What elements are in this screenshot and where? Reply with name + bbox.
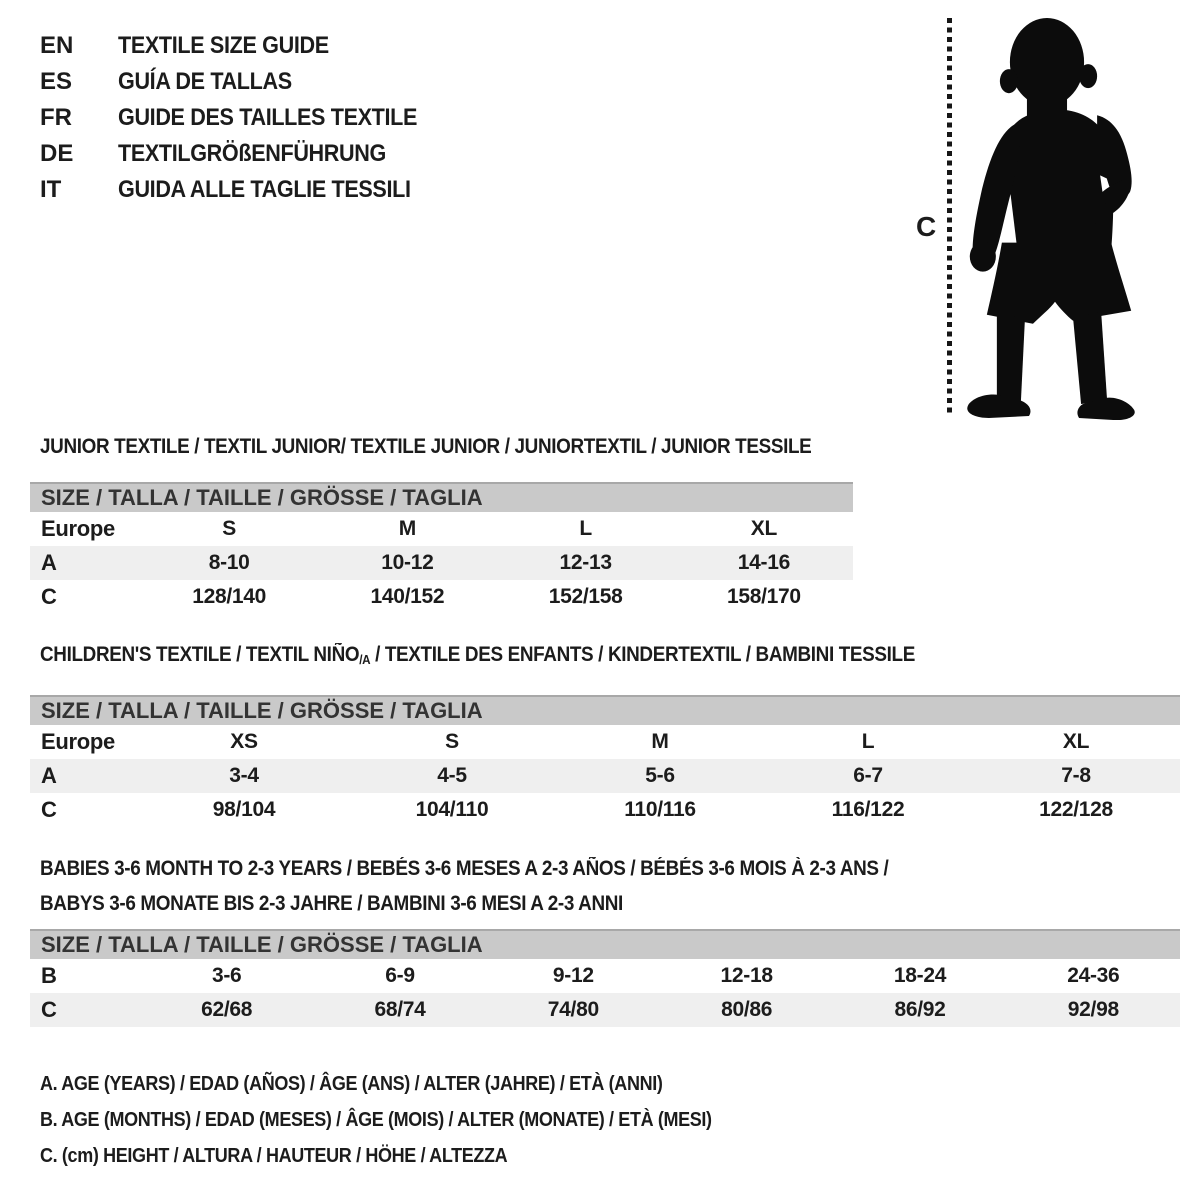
- table-row: [30, 959, 1180, 993]
- row-label: Europe: [41, 516, 115, 541]
- junior-section-title: JUNIOR TEXTILE / TEXTIL JUNIOR/ TEXTILE JUNIOR / JUNIORTEXTIL / JUNIOR TESSILE: [40, 435, 812, 458]
- size-cell: XL: [1062, 730, 1090, 753]
- value-cell: 110/116: [624, 798, 696, 821]
- value-cell: 74/80: [547, 998, 599, 1021]
- lang-code: EN: [40, 32, 74, 59]
- lang-row-fr: [40, 100, 450, 136]
- row-label: C: [41, 797, 57, 822]
- value-cell: 68/74: [374, 998, 426, 1021]
- legend-line-c: C. (cm) HEIGHT / ALTURA / HAUTEUR / HÖHE / ALTEZZA: [40, 1144, 508, 1167]
- babies-textile-section: [30, 851, 1180, 1027]
- lang-row-it: [40, 172, 450, 208]
- value-cell: 14-16: [737, 551, 790, 574]
- children-section-title: CHILDREN'S TEXTILE / TEXTIL $NIÑO_{/A}$ / TEXTILE DES ENFANTS / KINDERTEXTIL / BAMBINI TESSILE: [40, 643, 915, 667]
- junior-textile-section: [30, 434, 853, 614]
- children-textile-section: [30, 642, 1180, 827]
- table-row: [30, 759, 1180, 793]
- size-cell: M: [651, 730, 669, 753]
- size-cell: L: [579, 517, 592, 540]
- baby-silhouette-image: [960, 14, 1142, 420]
- legend-line-b: B. AGE (MONTHS) / EDAD (MESES) / ÂGE (MOIS) / ALTER (MONATE) / ETÀ (MESI): [40, 1108, 712, 1131]
- lang-label: TEXTILGRÖßENFÜHRUNG: [118, 140, 386, 167]
- size-cell: M: [398, 517, 416, 540]
- size-cell: L: [861, 730, 875, 753]
- lang-label: GUÍA DE TALLAS: [118, 68, 292, 95]
- row-label: C: [41, 997, 57, 1022]
- lang-code: ES: [40, 68, 73, 95]
- lang-row-de: [40, 136, 450, 172]
- value-cell: 12-18: [720, 964, 773, 987]
- lang-code: IT: [40, 176, 62, 203]
- value-cell: 9-12: [552, 964, 594, 987]
- size-cell: XL: [750, 517, 777, 540]
- value-cell: 6-9: [385, 964, 415, 987]
- value-cell: 128/140: [192, 585, 267, 608]
- row-label: A: [41, 763, 57, 788]
- value-cell: 8-10: [208, 551, 250, 574]
- table-row: [30, 725, 1180, 759]
- size-cell: S: [222, 517, 236, 540]
- table-row: [30, 993, 1180, 1027]
- value-cell: 86/92: [894, 998, 946, 1021]
- row-label: A: [41, 550, 57, 575]
- height-measure-dashed-line: [947, 18, 952, 416]
- lang-row-en: [40, 28, 450, 64]
- value-cell: 140/152: [370, 585, 445, 608]
- size-header-text: SIZE / TALLA / TAILLE / GRÖSSE / TAGLIA: [41, 698, 483, 723]
- table-row: [30, 512, 853, 546]
- lang-label: TEXTILE SIZE GUIDE: [118, 32, 329, 59]
- value-cell: 7-8: [1061, 764, 1091, 787]
- value-cell: 158/170: [726, 585, 801, 608]
- row-label: Europe: [41, 729, 115, 754]
- value-cell: 12-13: [559, 551, 612, 574]
- babies-size-header-bar: [30, 929, 1180, 959]
- children-size-header-bar: [30, 695, 1180, 725]
- value-cell: 18-24: [893, 964, 947, 987]
- value-cell: 6-7: [853, 764, 883, 787]
- measurement-legend: [40, 1066, 786, 1174]
- lang-label: GUIDE DES TAILLES TEXTILE: [118, 104, 418, 131]
- size-header-text: SIZE / TALLA / TAILLE / GRÖSSE / TAGLIA: [41, 485, 483, 510]
- height-measure-label: C: [916, 211, 937, 242]
- value-cell: 122/128: [1039, 798, 1113, 821]
- size-cell: XS: [230, 730, 258, 753]
- table-row: [30, 546, 853, 580]
- table-row: [30, 580, 853, 614]
- value-cell: 4-5: [437, 764, 467, 787]
- value-cell: 116/122: [831, 798, 905, 821]
- value-cell: 98/104: [212, 798, 276, 821]
- value-cell: 24-36: [1067, 964, 1120, 987]
- row-label: C: [41, 584, 57, 609]
- value-cell: 62/68: [201, 998, 253, 1021]
- value-cell: 10-12: [381, 551, 434, 574]
- table-row: [30, 793, 1180, 827]
- lang-code: DE: [40, 140, 74, 167]
- value-cell: 3-4: [229, 764, 259, 787]
- value-cell: 80/86: [721, 998, 773, 1021]
- junior-size-header-bar: [30, 482, 853, 512]
- value-cell: 92/98: [1067, 998, 1119, 1021]
- language-title-list: [40, 28, 450, 208]
- nino-a-subscript: /A: [359, 652, 371, 667]
- value-cell: 3-6: [211, 964, 242, 987]
- value-cell: 152/158: [548, 585, 623, 608]
- babies-section-title: BABIES 3-6 MONTH TO 2-3 YEARS / BEBÉS 3-6 MESES A 2-3 AÑOS / BÉBÉS 3-6 MOIS À 2-3 ANS / BABYS 3-6 MONATE BIS 2-3 JAHRE / BAMBINI 3-6 MESI A 2-3 ANNI: [40, 857, 889, 915]
- size-cell: S: [445, 730, 459, 753]
- lang-label: GUIDA ALLE TAGLIE TESSILI: [118, 176, 411, 203]
- row-label: B: [41, 963, 57, 988]
- size-header-text: SIZE / TALLA / TAILLE / GRÖSSE / TAGLIA: [41, 932, 483, 957]
- value-cell: 104/110: [415, 798, 489, 821]
- legend-line-a: A. AGE (YEARS) / EDAD (AÑOS) / ÂGE (ANS) / ALTER (JAHRE) / ETÀ (ANNI): [40, 1072, 663, 1095]
- value-cell: 5-6: [645, 764, 675, 787]
- lang-code: FR: [40, 104, 72, 131]
- lang-row-es: [40, 64, 450, 100]
